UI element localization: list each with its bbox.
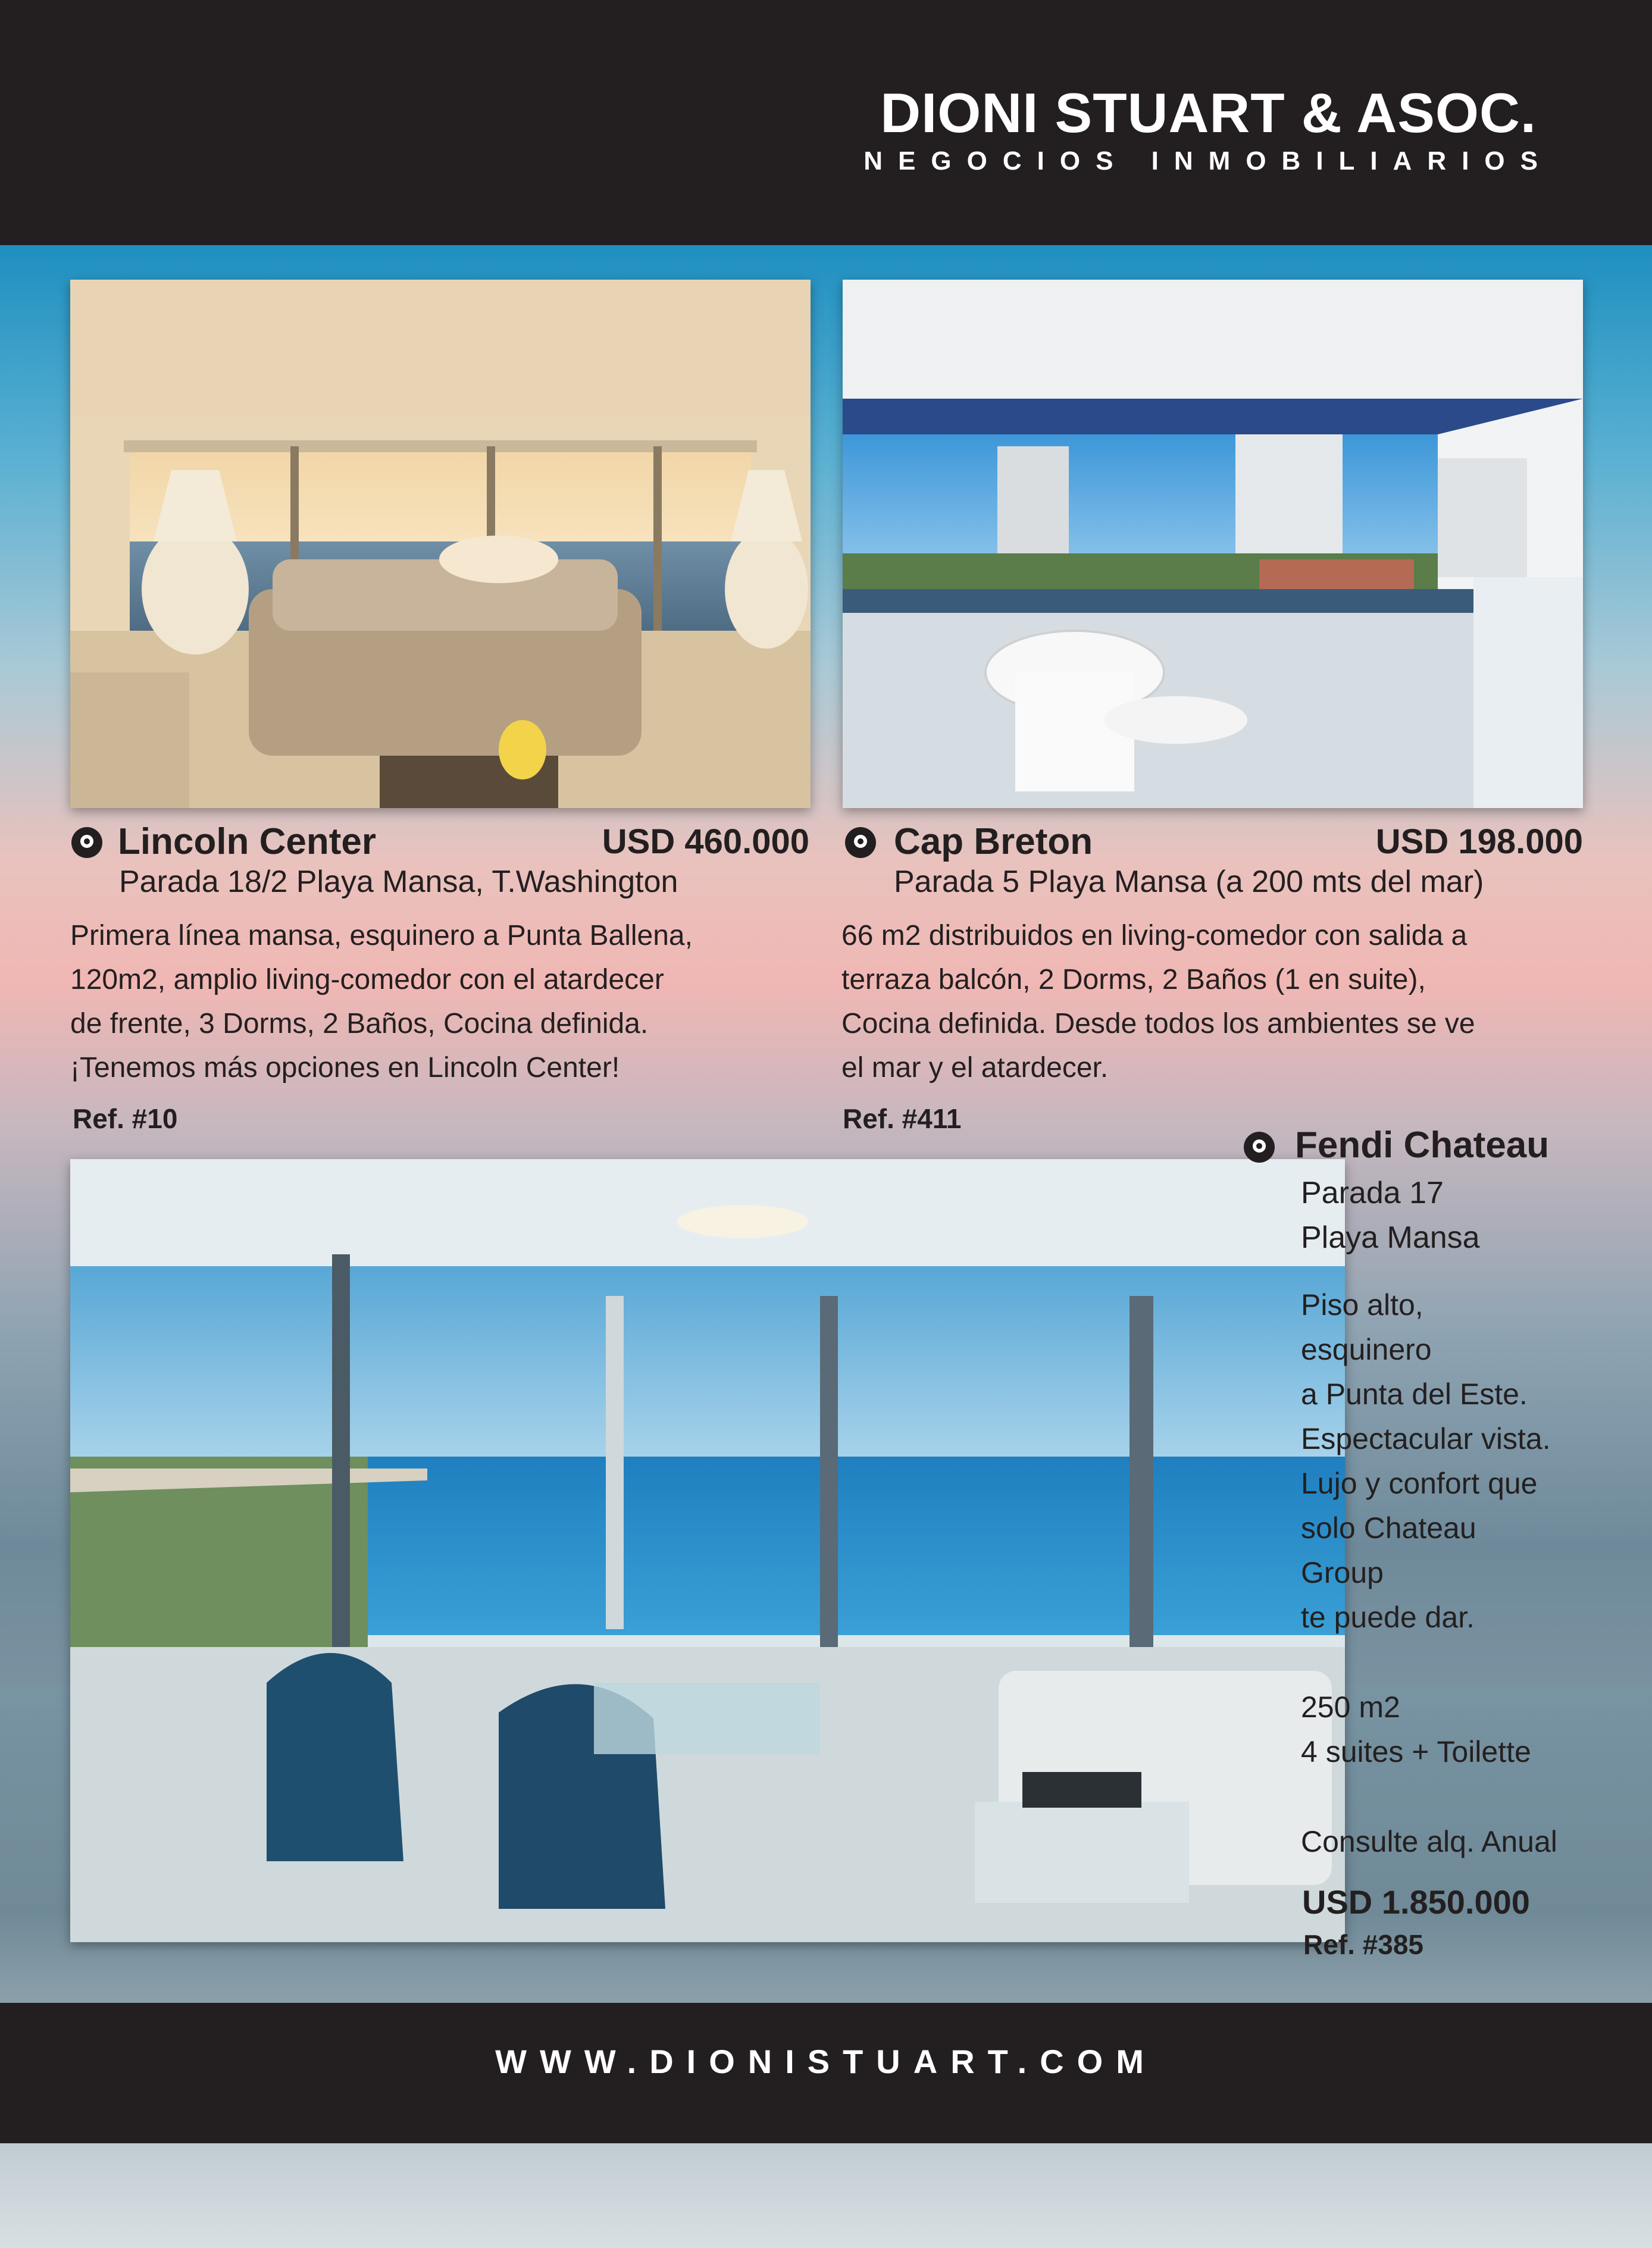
listing-details	[1301, 1685, 1531, 1774]
listing-address: Parada 5 Playa Mansa (a 200 mts del mar)	[894, 865, 1484, 899]
listing-price: USD 460.000	[602, 822, 809, 861]
detail-line: 250 m2	[1301, 1690, 1400, 1724]
description-line: a Punta del Este.	[1301, 1377, 1528, 1411]
description-line: te puede dar.	[1301, 1601, 1475, 1634]
listing-note	[1301, 1820, 1557, 1864]
note-line: Consulte alq. Anual	[1301, 1825, 1557, 1858]
description-line: el mar y el atardecer.	[841, 1052, 1109, 1084]
detail-line: 4 suites + Toilette	[1301, 1735, 1531, 1768]
description-line: Lujo y confort que	[1301, 1467, 1538, 1500]
listing-price: USD 198.000	[1375, 822, 1583, 861]
fendi-chateau-photo	[70, 1159, 1345, 1942]
location-pin-icon	[845, 827, 876, 858]
listing-ref: Ref. #10	[73, 1103, 178, 1134]
brand-tagline: NEGOCIOS INMOBILIARIOS	[863, 146, 1553, 176]
description-line: esquinero	[1301, 1333, 1432, 1366]
listing-description	[841, 914, 1615, 1090]
brand-logo	[863, 83, 1553, 176]
listing-ref: Ref. #411	[843, 1103, 962, 1134]
cap-breton-photo	[843, 280, 1583, 808]
listing-price: USD 1.850.000	[1302, 1883, 1530, 1921]
listing-title: Cap Breton	[894, 821, 1093, 862]
listing-title: Lincoln Center	[118, 821, 377, 862]
description-line: Cocina definida. Desde todos los ambientes se ve	[841, 1008, 1475, 1040]
description-line: Piso alto,	[1301, 1288, 1423, 1322]
listing-description	[1301, 1283, 1551, 1640]
address-line: Parada 17	[1301, 1176, 1444, 1210]
description-line: 66 m2 distribuidos en living-comedor con salida a	[841, 920, 1468, 951]
brand-name: DIONI STUART & ASOC.	[880, 82, 1537, 144]
description-line: 120m2, amplio living-comedor con el atardecer	[70, 964, 664, 995]
listing-address: Parada 18/2 Playa Mansa, T.Washington	[119, 865, 678, 899]
description-line: terraza balcón, 2 Dorms, 2 Baños (1 en suite),	[841, 964, 1426, 995]
location-pin-icon	[71, 827, 102, 858]
description-line: ¡Tenemos más opciones en Lincoln Center!	[70, 1052, 620, 1084]
lincoln-center-photo	[70, 280, 811, 808]
description-line: solo Chateau	[1301, 1511, 1476, 1545]
address-line: Playa Mansa	[1301, 1220, 1480, 1255]
listing-description	[70, 914, 820, 1090]
description-line: Primera línea mansa, esquinero a Punta Ballena,	[70, 920, 693, 951]
listing-title: Fendi Chateau	[1295, 1125, 1550, 1166]
website-url: WWW.DIONISTUART.COM	[495, 2043, 1157, 2080]
description-line: de frente, 3 Dorms, 2 Baños, Cocina definida.	[70, 1008, 649, 1040]
description-line: Espectacular vista.	[1301, 1422, 1551, 1455]
location-pin-icon	[1244, 1132, 1275, 1163]
description-line: Group	[1301, 1556, 1384, 1589]
listing-ref: Ref. #385	[1303, 1929, 1424, 1960]
listing-address	[1301, 1171, 1480, 1260]
